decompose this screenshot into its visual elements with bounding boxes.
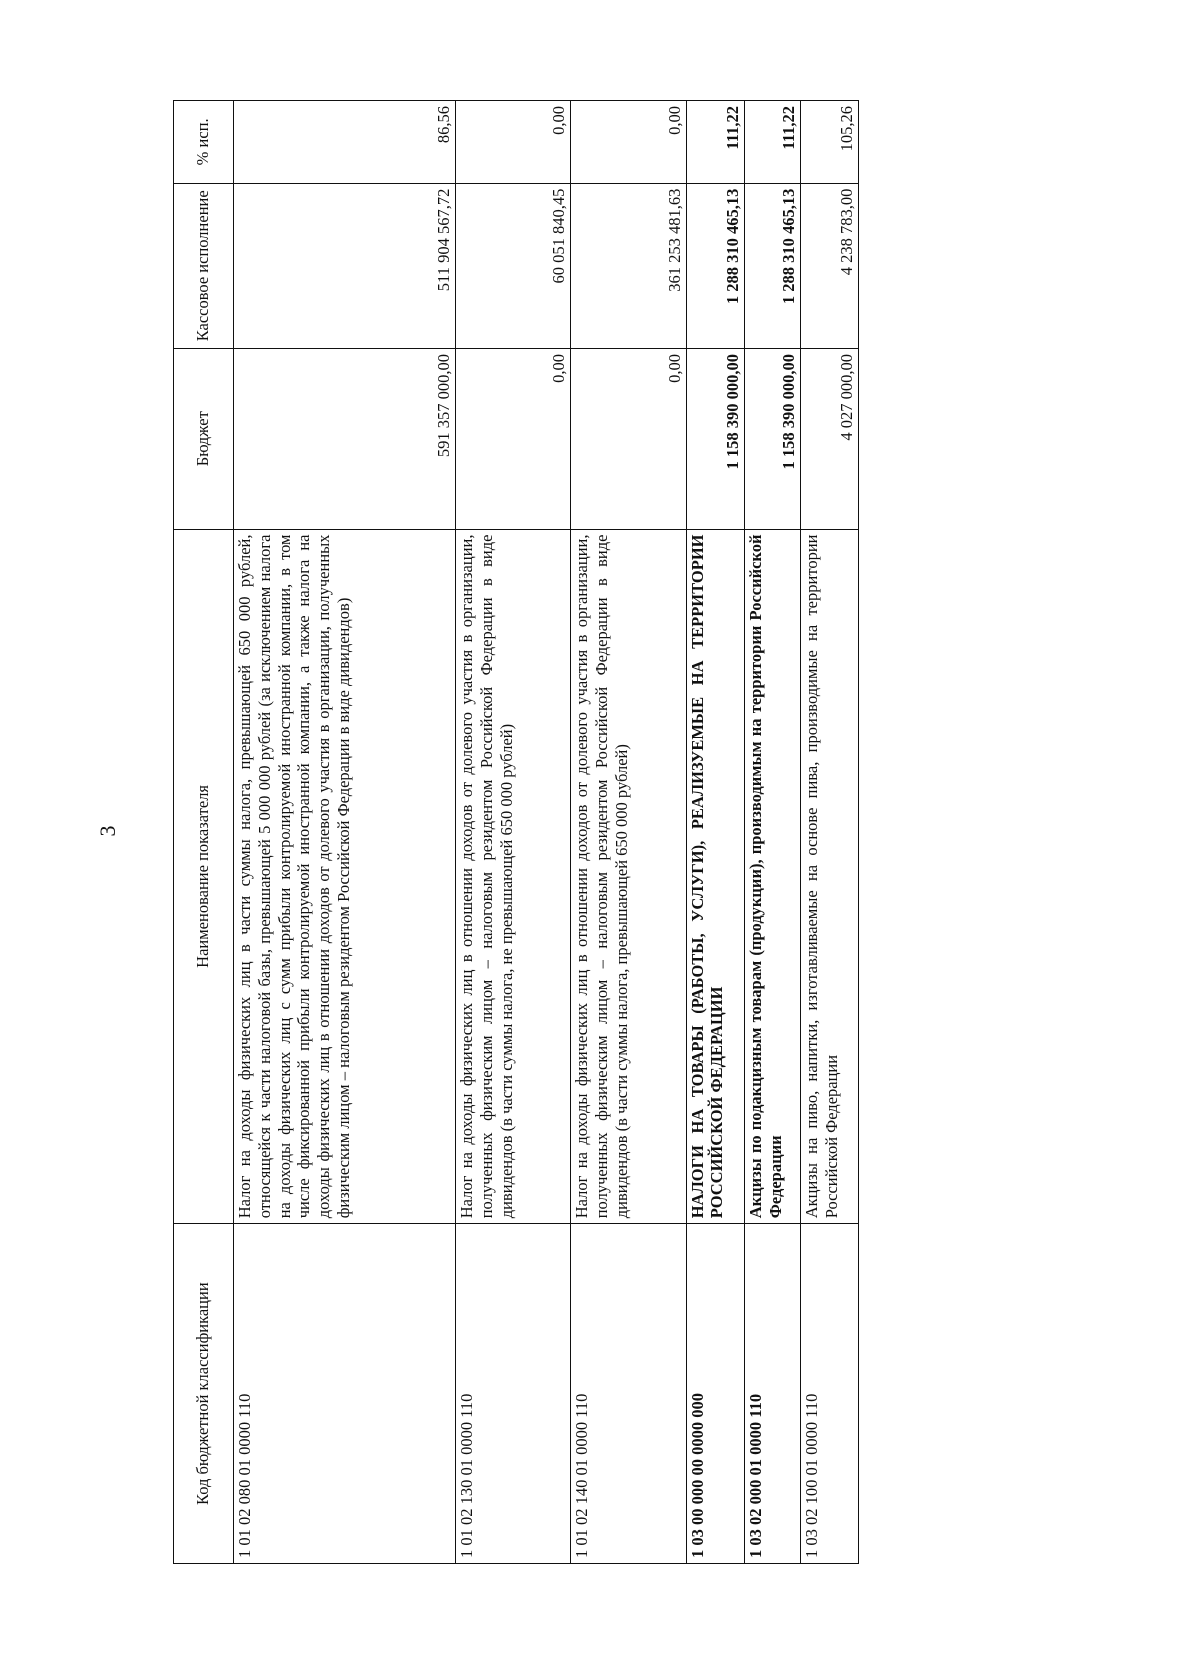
row-name: Налог на доходы физических лиц в отношении доходов от долевого участия в организации, полученных физическим лицом – налоговым резидентом Российской Федерации в виде дивидендов (в части суммы налога, не превышающей 650 000 рублей) [455, 529, 570, 1224]
header-cash: Кассовое исполнение [174, 183, 234, 348]
page-number: 3 [95, 825, 120, 837]
row-code: 1 01 02 140 01 0000 110 [571, 1224, 686, 1564]
row-cash: 60 051 840,45 [455, 183, 570, 348]
row-code: 1 03 02 100 01 0000 110 [800, 1224, 858, 1564]
row-cash: 361 253 481,63 [571, 183, 686, 348]
table-row [744, 101, 800, 1564]
row-budget: 0,00 [571, 348, 686, 529]
row-budget: 4 027 000,00 [800, 348, 858, 529]
row-pct: 105,26 [800, 101, 858, 184]
table-row [571, 101, 686, 1564]
row-budget: 0,00 [455, 348, 570, 529]
row-code: 1 03 00 000 00 0000 000 [686, 1224, 744, 1564]
row-cash: 1 288 310 465,13 [686, 183, 744, 348]
row-budget: 1 158 390 000,00 [744, 348, 800, 529]
row-code: 1 01 02 130 01 0000 110 [455, 1224, 570, 1564]
row-cash: 1 288 310 465,13 [744, 183, 800, 348]
row-pct: 111,22 [744, 101, 800, 184]
row-name: Акцизы на пиво, напитки, изготавливаемые на основе пива, производимые на территории Российской Федерации [800, 529, 858, 1224]
row-pct: 0,00 [571, 101, 686, 184]
row-code: 1 03 02 000 01 0000 110 [744, 1224, 800, 1564]
row-cash: 511 904 567,72 [234, 183, 456, 348]
row-budget: 1 158 390 000,00 [686, 348, 744, 529]
row-pct: 0,00 [455, 101, 570, 184]
row-name: НАЛОГИ НА ТОВАРЫ (РАБОТЫ, УСЛУГИ), РЕАЛИЗУЕМЫЕ НА ТЕРРИТОРИИ РОССИЙСКОЙ ФЕДЕРАЦИИ [686, 529, 744, 1224]
row-name: Налог на доходы физических лиц в отношении доходов от долевого участия в организации, полученных физическим лицом – налоговым резидентом Российской Федерации в виде дивидендов (в части суммы налога, превышающей 650 000 рублей) [571, 529, 686, 1224]
header-budget: Бюджет [174, 348, 234, 529]
table-row [800, 101, 858, 1564]
table-header-row [174, 101, 234, 1564]
row-cash: 4 238 783,00 [800, 183, 858, 348]
table-row [686, 101, 744, 1564]
header-code: Код бюджетной классификации [174, 1224, 234, 1564]
row-pct: 86,56 [234, 101, 456, 184]
row-name: Акцизы по подакцизным товарам (продукции), производимым на территории Российской Федерации [744, 529, 800, 1224]
header-pct: % исп. [174, 101, 234, 184]
row-pct: 111,22 [686, 101, 744, 184]
budget-execution-table [173, 100, 859, 1564]
rotated-table-wrapper [173, 100, 859, 1564]
table-row [234, 101, 456, 1564]
table-row [455, 101, 570, 1564]
row-name: Налог на доходы физических лиц в части суммы налога, превышающей 650 000 рублей, относящейся к части налоговой базы, превышающей 5 000 000 рублей (за исключением налога на доходы физических лиц с сумм прибыли контролируемой иностранной компании, в том числе фиксированной прибыли контролируемой иностранной компании, а также налога на доходы физических лиц в отношении доходов от долевого участия в организации, полученных физическим лицом – налоговым резидентом Российской Федерации в виде дивидендов) [234, 529, 456, 1224]
header-name: Наименование показателя [174, 529, 234, 1224]
row-budget: 591 357 000,00 [234, 348, 456, 529]
row-code: 1 01 02 080 01 0000 110 [234, 1224, 456, 1564]
